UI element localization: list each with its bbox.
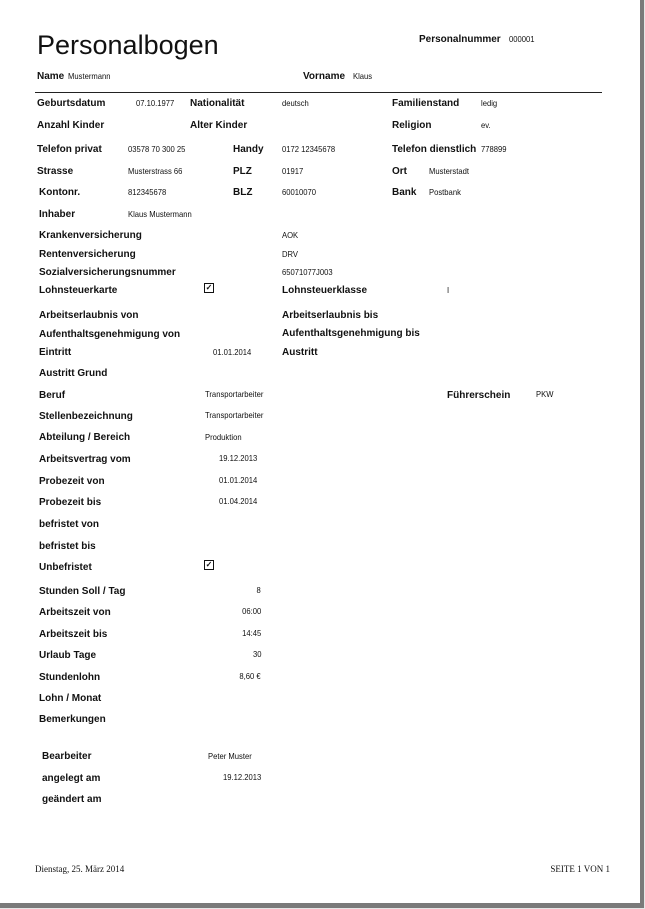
personalnummer-value: 000001: [509, 34, 535, 44]
sozialversicherungsnummer-value: 65071077J003: [282, 267, 333, 277]
arbeitsvertrag-vom-label: Arbeitsvertrag vom: [39, 454, 131, 465]
telefon-dienstlich-label: Telefon dienstlich: [392, 144, 477, 155]
stundenlohn-value: 8,60 €: [239, 671, 261, 681]
blz-value: 60010070: [282, 187, 317, 197]
arbeitserlaubnis-von-label: Arbeitserlaubnis von: [39, 310, 139, 321]
stundenlohn-label: Stundenlohn: [39, 672, 101, 683]
personalnummer-label: Personalnummer: [419, 34, 501, 45]
inhaber-label: Inhaber: [39, 209, 76, 220]
page-title: Personalbogen: [37, 30, 219, 60]
angelegt-am-label: angelegt am: [42, 773, 101, 784]
telefon-privat-label: Telefon privat: [37, 144, 102, 155]
kontonr-value: 812345678: [128, 187, 167, 197]
plz-label: PLZ: [233, 166, 252, 177]
aufenthalt-bis-label: Aufenthaltsgenehmigung bis: [282, 328, 420, 339]
familienstand-value: ledig: [481, 98, 498, 108]
stellenbezeichnung-label: Stellenbezeichnung: [39, 411, 133, 422]
vorname-label: Vorname: [303, 71, 346, 82]
rentenversicherung-value: DRV: [282, 249, 299, 259]
unbefristet-label: Unbefristet: [39, 562, 92, 573]
vorname-value: Klaus: [353, 71, 373, 81]
familienstand-label: Familienstand: [392, 98, 460, 109]
eintritt-label: Eintritt: [39, 347, 72, 358]
rentenversicherung-label: Rentenversicherung: [39, 249, 136, 260]
religion-value: ev.: [481, 120, 491, 130]
arbeitszeit-von-label: Arbeitszeit von: [39, 607, 111, 618]
abteilung-value: Produktion: [205, 432, 242, 442]
bearbeiter-value: Peter Muster: [208, 751, 252, 761]
lohn-monat-label: Lohn / Monat: [39, 693, 102, 704]
stunden-soll-label: Stunden Soll / Tag: [39, 586, 126, 597]
unbefristet-checkbox[interactable]: ✓: [205, 560, 213, 569]
fuehrerschein-label: Führerschein: [447, 390, 511, 401]
krankenversicherung-label: Krankenversicherung: [39, 230, 142, 241]
austritt-label: Austritt: [282, 347, 318, 358]
plz-value: 01917: [282, 166, 304, 176]
telefon-dienstlich-value: 778899: [481, 144, 507, 154]
abteilung-label: Abteilung / Bereich: [39, 432, 131, 443]
probezeit-von-value: 01.01.2014: [219, 475, 258, 485]
geburtsdatum-label: Geburtsdatum: [37, 98, 106, 109]
krankenversicherung-value: AOK: [282, 230, 299, 240]
urlaub-tage-label: Urlaub Tage: [39, 650, 97, 661]
bearbeiter-label: Bearbeiter: [42, 751, 92, 762]
bank-value: Postbank: [429, 187, 461, 197]
geburtsdatum-value: 07.10.1977: [136, 98, 175, 108]
sozialversicherungsnummer-label: Sozialversicherungsnummer: [39, 267, 176, 278]
arbeitszeit-von-value: 06:00: [241, 606, 261, 616]
probezeit-bis-label: Probezeit bis: [39, 497, 102, 508]
handy-label: Handy: [233, 144, 264, 155]
arbeitszeit-bis-value: 14:45: [241, 628, 261, 638]
angelegt-am-value: 19.12.2013: [223, 772, 262, 782]
footer-date: Dienstag, 25. März 2014: [35, 864, 125, 874]
alter-kinder-label: Alter Kinder: [190, 120, 248, 131]
arbeitsvertrag-vom-value: 19.12.2013: [219, 453, 258, 463]
ort-label: Ort: [392, 166, 407, 177]
bemerkungen-label: Bemerkungen: [39, 714, 106, 725]
beruf-value: Transportarbeiter: [205, 389, 264, 399]
telefon-privat-value: 03578 70 300 25: [128, 144, 186, 154]
stellenbezeichnung-value: Transportarbeiter: [205, 410, 264, 420]
anzahl-kinder-label: Anzahl Kinder: [37, 120, 105, 131]
name-value: Mustermann: [68, 71, 111, 81]
lohnsteuerklasse-label: Lohnsteuerklasse: [282, 285, 368, 296]
lohnsteuerkarte-checkbox[interactable]: ✓: [205, 283, 213, 292]
nationalitaet-label: Nationalität: [190, 98, 245, 109]
bank-label: Bank: [392, 187, 417, 198]
probezeit-bis-value: 01.04.2014: [219, 496, 258, 506]
kontonr-label: Kontonr.: [39, 187, 81, 198]
befristet-bis-label: befristet bis: [39, 541, 96, 552]
arbeitszeit-bis-label: Arbeitszeit bis: [39, 629, 108, 640]
footer-page-number: SEITE 1 VON 1: [550, 864, 610, 874]
handy-value: 0172 12345678: [282, 144, 336, 154]
fuehrerschein-value: PKW: [536, 389, 554, 399]
lohnsteuerklasse-value: I: [447, 285, 450, 295]
arbeitserlaubnis-bis-label: Arbeitserlaubnis bis: [282, 310, 379, 321]
stunden-soll-value: 8: [256, 585, 261, 595]
inhaber-value: Klaus Mustermann: [128, 209, 192, 219]
strasse-value: Musterstrass 66: [128, 166, 183, 176]
ort-value: Musterstadt: [429, 166, 469, 176]
aufenthalt-von-label: Aufenthaltsgenehmigung von: [39, 329, 181, 340]
beruf-label: Beruf: [39, 390, 66, 401]
austritt-grund-label: Austritt Grund: [39, 368, 108, 379]
blz-label: BLZ: [233, 187, 253, 198]
probezeit-von-label: Probezeit von: [39, 476, 105, 487]
nationalitaet-value: deutsch: [282, 98, 309, 108]
header-divider: [35, 92, 602, 93]
urlaub-tage-value: 30: [252, 649, 261, 659]
befristet-von-label: befristet von: [39, 519, 100, 530]
strasse-label: Strasse: [37, 166, 74, 177]
religion-label: Religion: [392, 120, 432, 131]
eintritt-value: 01.01.2014: [213, 347, 252, 357]
lohnsteuerkarte-label: Lohnsteuerkarte: [39, 285, 118, 296]
name-label: Name: [37, 71, 65, 82]
geaendert-am-label: geändert am: [42, 794, 102, 805]
